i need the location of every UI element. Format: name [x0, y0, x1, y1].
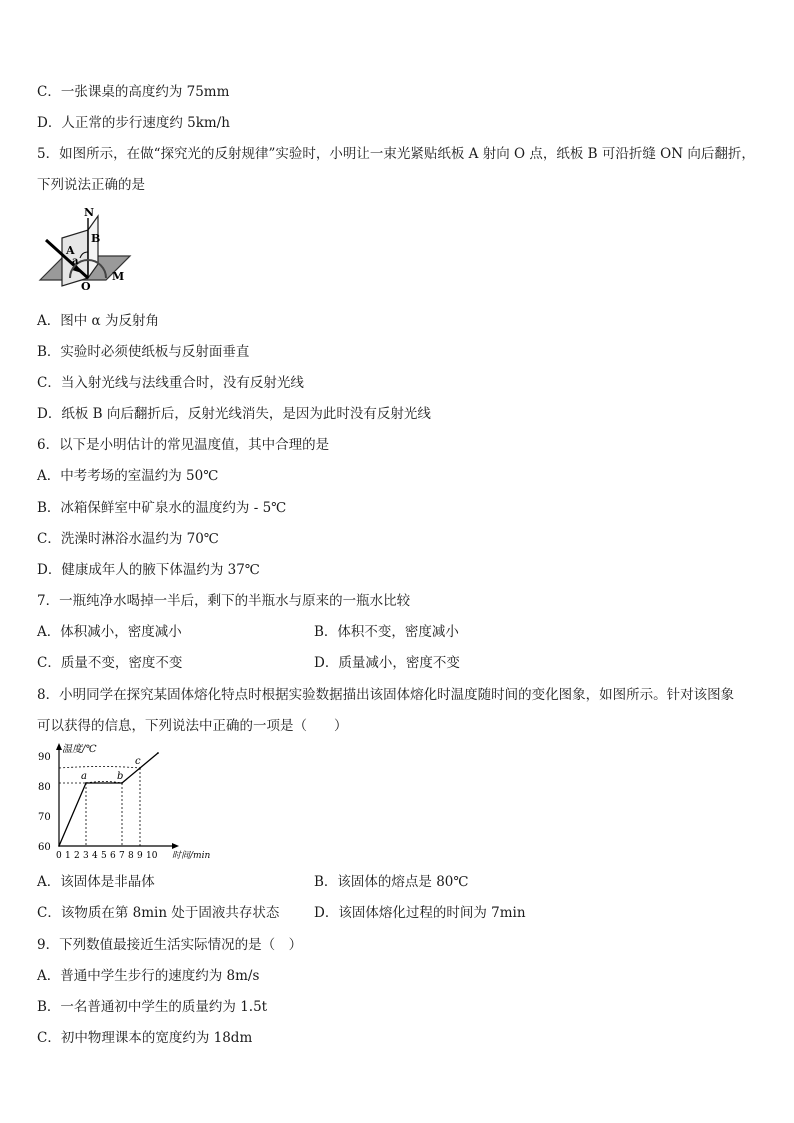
- q6-option-b: B．冰箱保鲜室中矿泉水的温度约为 - 5℃: [37, 500, 287, 516]
- q5-option-a: A．图中 α 为反射角: [37, 313, 159, 329]
- q7-option-a: A．体积减小，密度减小: [37, 624, 182, 640]
- label-alpha: a: [72, 256, 79, 267]
- q8-option-d: D．该固体熔化过程的时间为 7min: [314, 905, 526, 921]
- label-a: A: [66, 244, 75, 257]
- series-point: [58, 845, 60, 847]
- y-tick-label: 70: [38, 812, 51, 823]
- chart-axes: [56, 743, 179, 849]
- label-b: B: [91, 232, 101, 245]
- q4-option-d: D．人正常的步行速度约 5km/h: [37, 115, 230, 131]
- y-tick-label: 90: [38, 752, 51, 763]
- q9-stem: 9．下列数值最接近生活实际情况的是（ ）: [37, 937, 303, 953]
- q8-option-b: B．该固体的熔点是 80℃: [314, 874, 469, 890]
- series-point: [121, 782, 123, 784]
- horizontal-guide: [59, 767, 140, 769]
- series-point: [157, 752, 159, 754]
- q7-option-c: C．质量不变，密度不变: [37, 655, 183, 671]
- x-tick-label: 10: [146, 851, 158, 861]
- q6-stem: 6．以下是小明估计的常见温度值，其中合理的是: [37, 437, 330, 453]
- x-tick-label: 5: [101, 851, 107, 861]
- x-tick-label: 9: [137, 851, 143, 861]
- x-axis-label: 时间/min: [172, 851, 211, 861]
- point-label: a: [81, 771, 87, 782]
- y-tick-label: 80: [38, 782, 51, 793]
- label-m: M: [112, 270, 125, 283]
- x-axis-arrow-icon: [172, 843, 179, 849]
- q6-option-d: D．健康成年人的腋下体温约为 37℃: [37, 562, 260, 578]
- q5-option-c: C．当入射光线与法线重合时，没有反射光线: [37, 375, 304, 391]
- q6-option-a: A．中考考场的室温约为 50℃: [37, 468, 219, 484]
- q7-option-b: B．体积不变，密度减小: [314, 624, 459, 640]
- point-label: c: [135, 756, 141, 767]
- x-tick-label: 1: [65, 851, 71, 861]
- y-tick-label: 60: [38, 842, 51, 853]
- label-n: N: [84, 206, 95, 219]
- label-o: O: [81, 280, 91, 293]
- x-tick-label: 6: [110, 851, 116, 861]
- q8-stem-line2: 可以获得的信息，下列说法中正确的一项是（ ）: [37, 718, 348, 734]
- q4-option-c: C．一张课桌的高度约为 75mm: [37, 84, 230, 100]
- melting-chart: [34, 740, 224, 864]
- q9-option-c: C．初中物理课本的宽度约为 18dm: [37, 1030, 253, 1046]
- q9-option-a: A．普通中学生步行的速度约为 8m/s: [37, 968, 260, 984]
- q8-option-c: C．该物质在第 8min 处于固液共存状态: [37, 905, 280, 921]
- series-point: [85, 782, 87, 784]
- y-axis-label: 温度/℃: [62, 744, 97, 755]
- x-tick-label: 0: [56, 851, 62, 861]
- q5-option-b: B．实验时必须使纸板与反射面垂直: [37, 344, 250, 360]
- q5-stem-line1: 5．如图所示，在做“探究光的反射规律”实验时，小明让一束光紧贴纸板 A 射向 O 点，纸板 B 可沿折缝 ON 向后翻折，: [37, 146, 755, 162]
- point-label: b: [117, 771, 124, 782]
- q6-option-c: C．洗澡时淋浴水温约为 70℃: [37, 531, 219, 547]
- q5-option-d: D．纸板 B 向后翻折后，反射光线消失，是因为此时没有反射光线: [37, 406, 431, 422]
- x-tick-label: 3: [83, 851, 89, 861]
- q8-option-a: A．该固体是非晶体: [37, 874, 155, 890]
- x-tick-label: 7: [119, 851, 125, 861]
- series-point: [139, 767, 141, 769]
- q7-stem: 7．一瓶纯净水喝掉一半后，剩下的半瓶水与原来的一瓶水比较: [37, 593, 411, 609]
- x-tick-label: 4: [92, 851, 98, 861]
- series-line: [59, 753, 158, 846]
- y-tick-labels: [38, 752, 51, 853]
- q8-stem-line1: 8．小明同学在探究某固体熔化特点时根据实验数据描出该固体熔化时温度随时间的变化图象，如图所示。针对该图象: [37, 687, 735, 703]
- x-tick-labels: [56, 851, 158, 861]
- x-tick-label: 2: [74, 851, 80, 861]
- q9-option-b: B．一名普通初中学生的质量约为 1.5t: [37, 999, 268, 1015]
- point-labels: [81, 756, 141, 782]
- q7-option-d: D．质量减小，密度不变: [314, 655, 460, 671]
- q5-stem-line2: 下列说法正确的是: [37, 177, 145, 193]
- x-tick-label: 8: [128, 851, 134, 861]
- reflection-experiment-figure: [34, 206, 134, 296]
